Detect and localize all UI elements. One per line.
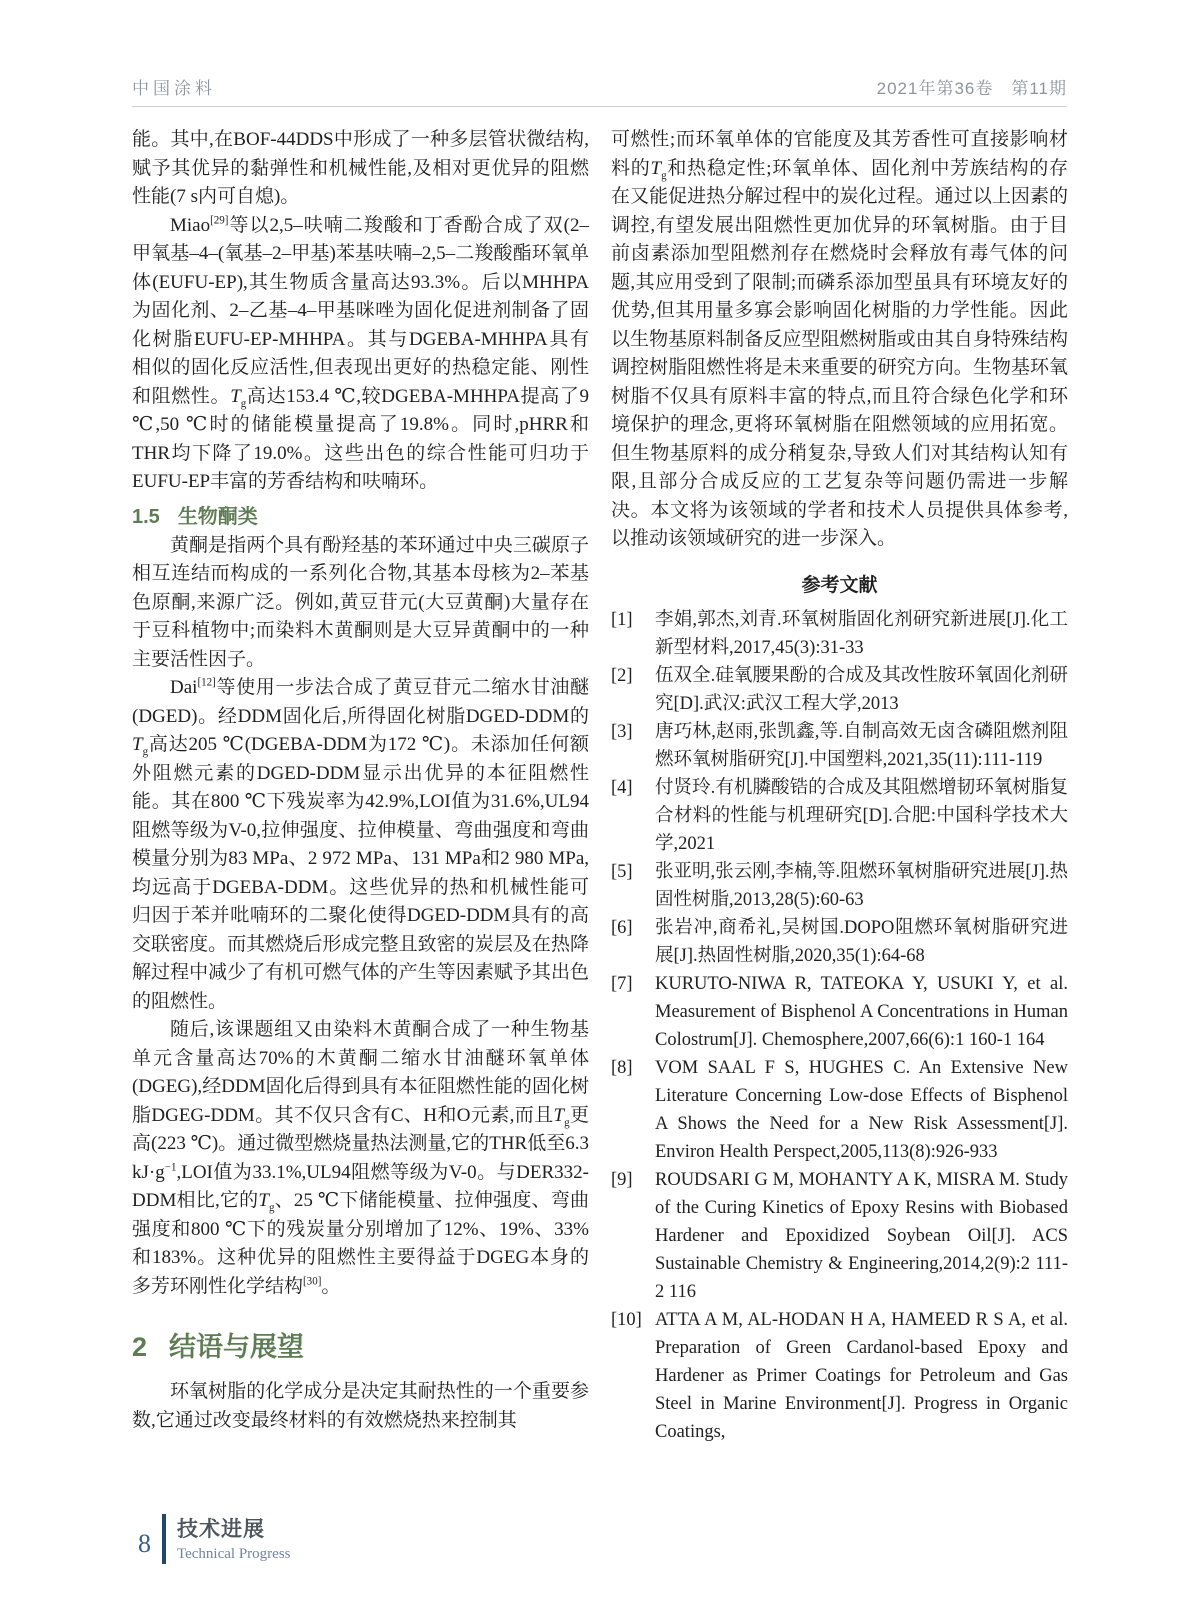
section-heading-2 — [132, 1325, 589, 1364]
reference-label: [4] — [611, 777, 633, 798]
section-title: 结语与展望 — [169, 1332, 305, 1362]
paragraph: Miao[29]等以2,5–呋喃二羧酸和丁香酚合成了双(2–甲氧基–4–(氧基–2–甲基)苯基呋喃–2,5–二羧酸酯环氧单体(EUFU-EP),其生物质含量高达93.3%。后以MHHPA为固化剂、2–乙基–4–甲基咪唑为固化促进剂制备了固化树脂EUFU-EP-MHHPA。其与DGEBA-MHHPA具有相似的固化反应活性,但表现出更好的热稳定能、刚性和阻燃性。$T_g$高达153.4 ℃,较DGEBA-MHHPA提高了9 ℃,50 ℃时的储能模量提高了19.8%。同时,pHRR和THR均下降了19.0%。这些出色的综合性能可归功于EUFU-EP丰富的芳香结构和呋喃环。 — [132, 214, 589, 492]
reference-text: 张岩冲,商希礼,吴树国.DOPO阻燃环氧树脂研究进展[J].热固性树脂,2020,35(1):64-68 — [655, 917, 1068, 966]
paragraph-continuation: 可燃性;而环氧单体的官能度及其芳香性可直接影响材料的$T_g$和热稳定性;环氧单体、固化剂中芳族结构的存在又能促进热分解过程中的炭化过程。通过以上因素的调控,有望发展出阻燃性更加优异的环氧树脂。由于目前卤素添加型阻燃剂存在燃烧时会释放有毒气体的问题,其应用受到了限制;而磷系添加型虽具有环境友好的优势,但其用量多寡会影响固化树脂的力学性能。因此以生物基原料制备反应型阻燃树脂或由其自身特殊结构调控树脂阻燃性将是未来重要的研究方向。生物基环氧树脂不仅具有原料丰富的特点,而且符合绿色化学和环境保护的理念,更将环氧树脂在阻燃领域的应用拓宽。但生物基原料的成分稍复杂,导致人们对其结构认知有限,且部分合成反应的工艺复杂等问题仍需进一步解决。本文将为该领域的学者和技术人员提供具体参考,以推动该领域研究的进一步深入。 — [611, 129, 1068, 549]
subsection-heading-1-5 — [132, 500, 589, 529]
page-footer — [138, 1512, 291, 1564]
right-column — [611, 126, 1068, 1446]
reference-text: ATTA A M, AL-HODAN H A, HAMEED R S A, et al. Preparation of Green Cardanol-based Epoxy and Hardener as Primer Coatings for Petroleum and Gas Steel in Marine Environment[J]. Progress in Organic Coatings, — [655, 1309, 1068, 1442]
reference-label: [5] — [611, 861, 633, 882]
reference-text: 唐巧林,赵雨,张凯鑫,等.自制高效无卤含磷阻燃剂阻燃环氧树脂研究[J].中国塑料,2021,35(11):111-119 — [655, 721, 1068, 770]
reference-text: 伍双全.硅氧腰果酚的合成及其改性胺环氧固化剂研究[D].武汉:武汉工程大学,2013 — [655, 665, 1068, 714]
reference-text: 付贤玲.有机膦酸锆的合成及其阻燃增韧环氧树脂复合材料的性能与机理研究[D].合肥:中国科学技术大学,2021 — [655, 777, 1068, 854]
reference-text: ROUDSARI G M, MOHANTY A K, MISRA M. Study of the Curing Kinetics of Epoxy Resins with Biobased Hardener and Epoxidized Soybean Oil[J]. ACS Sustainable Chemistry & Engineering,2014,2(9):2 111-2 116 — [655, 1169, 1068, 1302]
reference-text: VOM SAAL F S, HUGHES C. An Extensive New Literature Concerning Low-dose Effects of Bisphenol A Shows the Need for a New Risk Assessment[J]. Environ Health Perspect,2005,113(8):926-933 — [655, 1057, 1068, 1162]
reference-text: 张亚明,张云刚,李楠,等.阻燃环氧树脂研究进展[J].热固性树脂,2013,28(5):60-63 — [655, 861, 1068, 910]
reference-text: KURUTO-NIWA R, TATEOKA Y, USUKI Y, et al. Measurement of Bisphenol A Concentrations in Human Colostrum[J]. Chemosphere,2007,66(6):1 160-1 164 — [655, 973, 1068, 1050]
reference-item — [611, 1306, 1068, 1446]
reference-label: [10] — [611, 1309, 642, 1330]
reference-text: 李娟,郭杰,刘青.环氧树脂固化剂研究新进展[J].化工新型材料,2017,45(3):31-33 — [655, 609, 1068, 658]
left-column — [132, 126, 589, 1446]
subsection-title: 生物酮类 — [177, 505, 258, 528]
page-number: 8 — [138, 1529, 151, 1558]
paragraph: 环氧树脂的化学成分是决定其耐热性的一个重要参数,它通过改变最终材料的有效燃烧热来控制其 — [132, 1381, 589, 1431]
footer-section-cn: 技术进展 — [177, 1518, 265, 1541]
reference-item — [611, 970, 1068, 1054]
reference-item — [611, 914, 1068, 970]
reference-item — [611, 662, 1068, 718]
paragraph-continuation: 能。其中,在BOF-44DDS中形成了一种多层管状微结构,赋予其优异的黏弹性和机械性能,及相对更优异的阻燃性能(7 s内可自熄)。 — [132, 129, 589, 207]
page-header — [132, 74, 1067, 107]
reference-label: [7] — [611, 973, 633, 994]
reference-item — [611, 1166, 1068, 1306]
reference-label: [6] — [611, 917, 633, 938]
paragraph: 随后,该课题组又由染料木黄酮合成了一种生物基单元含量高达70%的木黄酮二缩水甘油醚环氧单体(DGEG),经DDM固化后得到具有本征阻燃性能的固化树脂DGEG-DDM。其不仅只含有C、H和O元素,而且$T_g$更高(223 ℃)。通过微型燃烧量热法测量,它的THR低至6.3 $kJ\cdot g^{-1},LOI$值为33.1%,UL94阻燃等级为V-0。与DER332-DDM相比,它的$T_g$、25 ℃下储能模量、拉伸强度、弯曲强度和800 ℃下的残炭量分别增加了12%、19%、33%和183%。这种优异的阻燃性主要得益于DGEG本身的多芳环刚性化学结构[30]。 — [132, 1019, 589, 1297]
paragraph: Dai[12]等使用一步法合成了黄豆苷元二缩水甘油醚(DGED)。经DDM固化后,所得固化树脂DGED-DDM的$T_g$高达205 ℃(DGEBA-DDM为172 ℃)。未添加任何额外阻燃元素的DGED-DDM显示出优异的本征阻燃性能。其在800 ℃下残炭率为42.9%,LOI值为31.6%,UL94阻燃等级为V-0,拉伸强度、拉伸模量、弯曲强度和弯曲模量分别为83 MPa、2 972 MPa、131 MPa和2 980 MPa,均远高于DGEBA-DDM。这些优异的热和机械性能可归因于苯并吡喃环的二聚化使得DGED-DDM具有的高交联密度。而其燃烧后形成完整且致密的炭层及在热降解过程中减少了有机可燃气体的产生等因素赋予其出色的阻燃性。 — [132, 676, 589, 1012]
reference-label: [9] — [611, 1169, 633, 1190]
reference-label: [8] — [611, 1057, 633, 1078]
reference-item — [611, 1054, 1068, 1166]
reference-item — [611, 718, 1068, 774]
footer-divider-bar — [162, 1514, 166, 1564]
reference-label: [2] — [611, 665, 633, 686]
references-heading: 参考文献 — [801, 574, 878, 596]
journal-name: 中国涂料 — [132, 79, 216, 98]
reference-label: [3] — [611, 721, 633, 742]
section-number: 2 — [132, 1332, 148, 1362]
footer-section-labels — [177, 1512, 291, 1564]
paragraph: 黄酮是指两个具有酚羟基的苯环通过中央三碳原子相互连结而构成的一系列化合物,其基本母核为2–苯基色原酮,来源广泛。例如,黄豆苷元(大豆黄酮)大量存在于豆科植物中;而染料木黄酮则是大豆异黄酮中的一种主要活性因子。 — [132, 534, 589, 670]
issue-info: 2021年第36卷 第11期 — [876, 79, 1067, 98]
reference-item — [611, 858, 1068, 914]
reference-item — [611, 606, 1068, 662]
reference-label: [1] — [611, 609, 633, 630]
footer-section-en: Technical Progress — [177, 1546, 291, 1562]
subsection-number: 1.5 — [132, 505, 160, 528]
references-list — [611, 606, 1068, 1446]
article-body — [132, 126, 1068, 1446]
reference-item — [611, 774, 1068, 858]
